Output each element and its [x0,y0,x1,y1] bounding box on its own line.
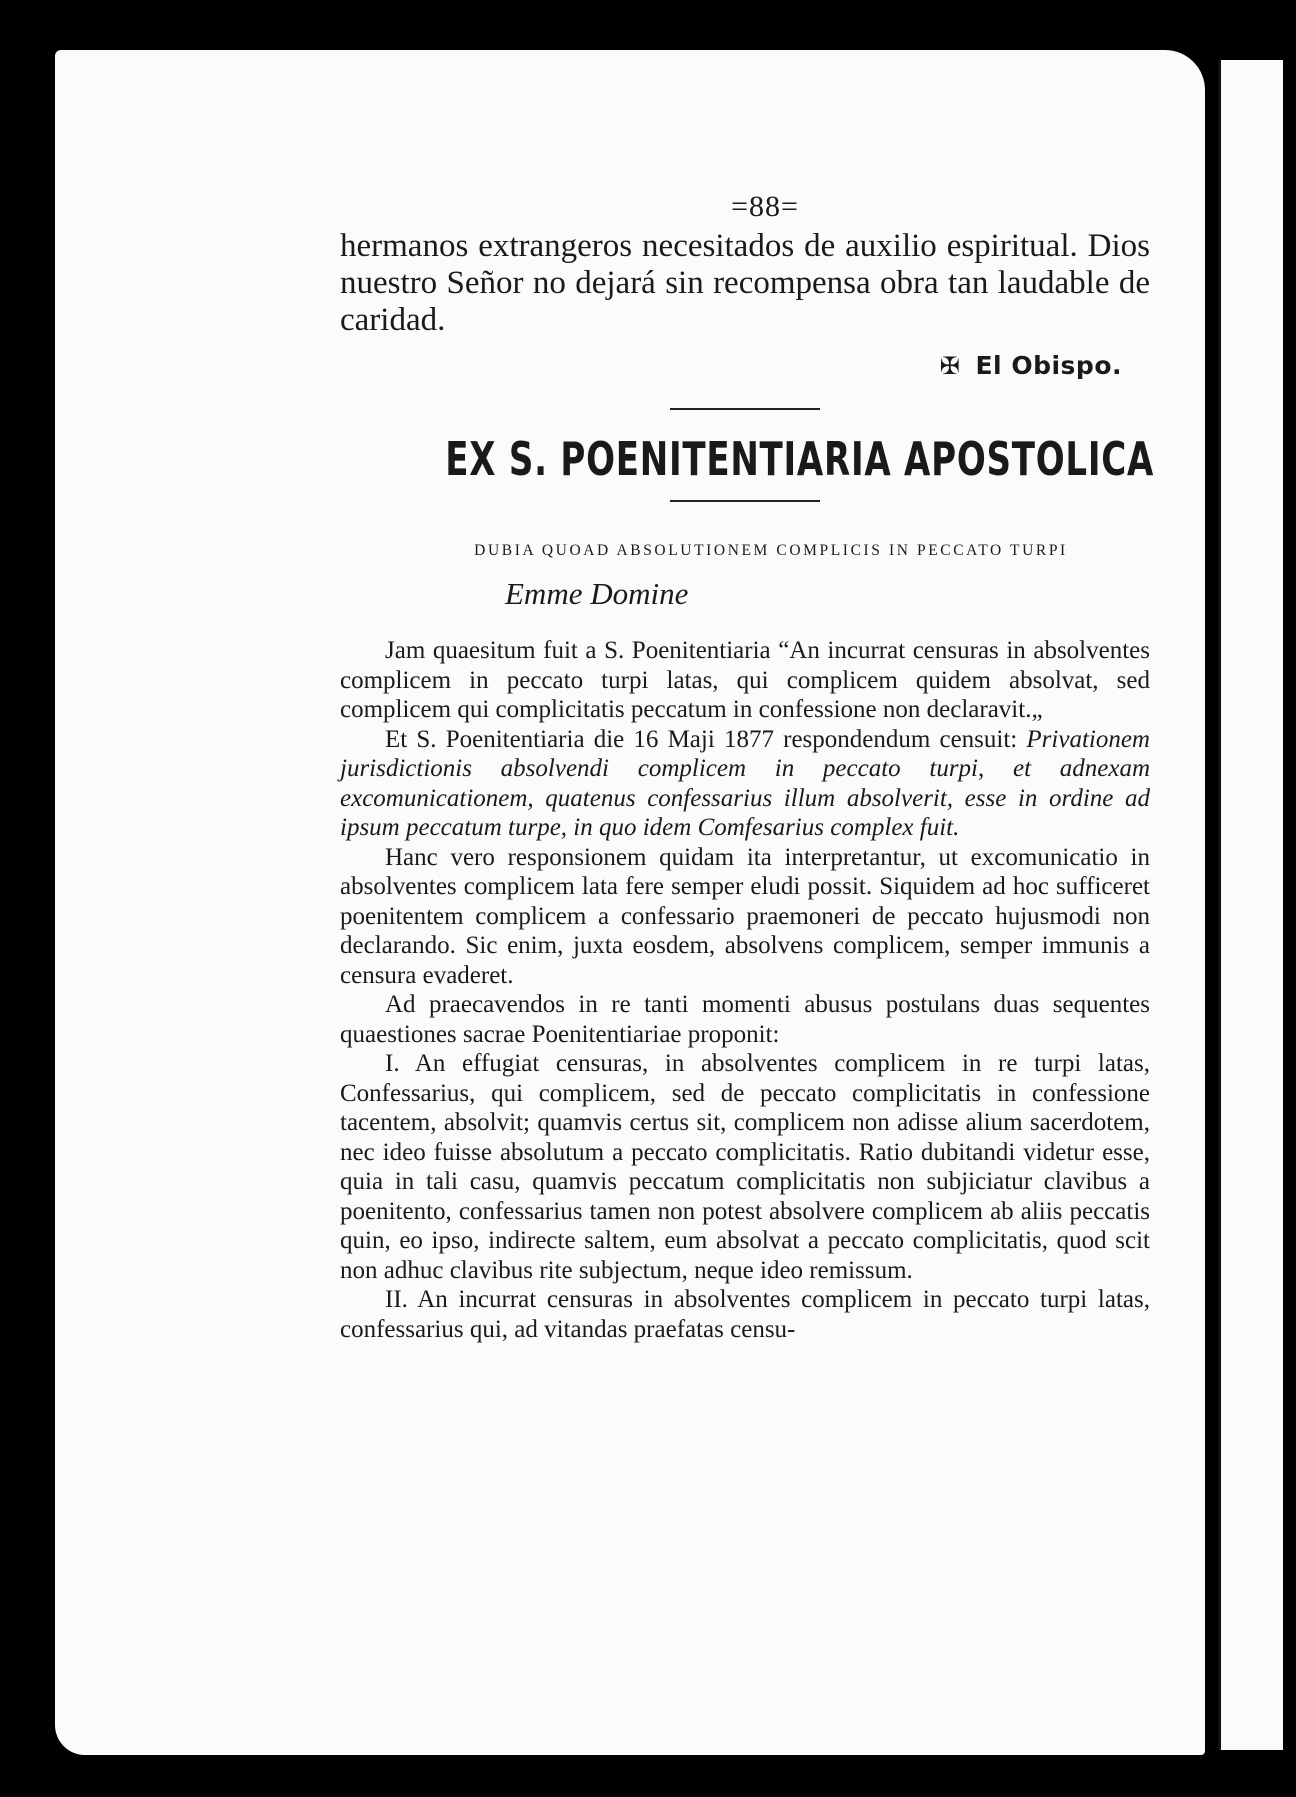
paragraph-5: I. An effugiat censuras, in absolventes complicem in re turpi latas, Confessarius, qui complicem, sed de peccato complicitatis in confessione tacentem, absolvit; quamvis certus sit, complicem non adisse alium sacerdotem, nec ideo fuisse absolutum a peccato complicitatis. Ratio dubitandi videtur esse, quia in tali casu, quamvis peccatum complicitatis non subjiciatur clavibus a poenitento, confessarius tamen non potest absolvere complicem ab aliis peccatis quin, eo ipso, indirecte saltem, eum absolvat a peccato complicitatis, quod scit non adhuc clavibus rite subjectum, neque ideo remissum. [340,1050,1150,1284]
cross-icon: ✠ [939,352,961,380]
signature [340,351,1122,380]
ornamental-rule-top [670,408,820,410]
paragraph-2 [340,725,1150,843]
paragraph-2-italic: Privationem jurisdictionis absolvendi complicem in peccato turpi, et adnexam excomunicationem, quatenus confessarius illum absolverit, esse in ordine ad ipsum peccatum turpe, in quo idem Comfesarius complex fuit. [340,725,1150,841]
salutation: Emme Domine [505,576,689,611]
page-number: =88= [731,190,799,223]
section-heading: EX S. POENITENTIARIA APOSTOLICA [445,432,1155,486]
paragraph-2-text: Et S. Poenitentiaria die 16 Maji 1877 respondendum censuit: [385,725,1027,753]
paragraph-3: Hanc vero responsionem quidam ita interpretantur, ut excomunicatio in absolventes complicem lata fere semper eludi possit. Siquidem ad hoc sufficeret poenitentem complicem a confessario praemoneri de peccato hujusmodi non declarando. Sic enim, juxta eosdem, absolvens complicem, semper immunis a censura evaderet. [340,843,1150,989]
page-content [340,190,1155,1344]
body-text [340,636,1150,1344]
adjacent-page-edge [1218,60,1283,1750]
paragraph-1: Jam quaesitum fuit a S. Poenitentiaria “An incurrat censuras in absolventes complicem in peccato turpi latas, qui complicem quidem absolvat, sed complicem qui complicitatis peccatum in confessione non declaravit.„ [340,637,1150,723]
paragraph-6: II. An incurrat censuras in absolventes complicem in peccato turpi latas, confessarius qui, ad vitandas praefatas censu- [340,1286,1150,1343]
rule-under-heading [670,500,820,502]
paragraph-4: Ad praecavendos in re tanti momenti abusus postulans duas sequentes quaestiones sacrae Poenitentiariae proponit: [340,991,1150,1048]
signature-text: El Obispo. [975,351,1122,380]
section-subheading: DUBIA QUOAD ABSOLUTIONEM COMPLICIS IN PECCATO TURPI [474,542,1068,559]
top-paragraph: hermanos extrangeros necesitados de auxilio espiritual. Dios nuestro Señor no dejará sin recompensa obra tan laudable de caridad. [340,228,1150,338]
